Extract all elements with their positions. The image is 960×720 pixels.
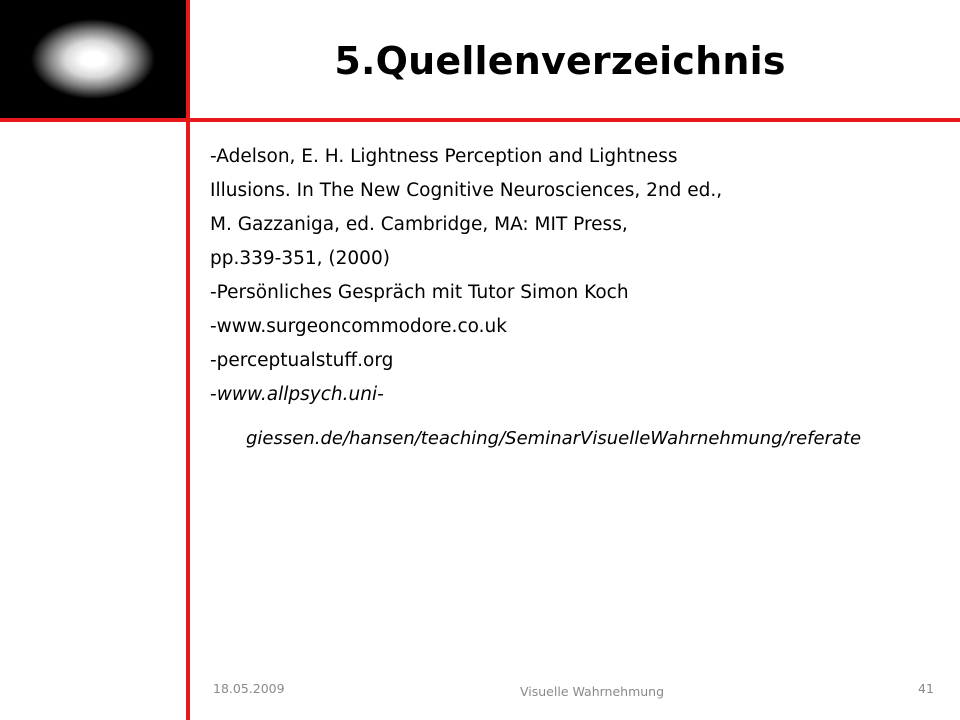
reference-line: pp.339-351, (2000): [210, 248, 390, 269]
reference-line: -Adelson, E. H. Lightness Perception and Lightness: [210, 146, 678, 167]
reference-line: -www.surgeoncommodore.co.uk: [210, 316, 507, 337]
horizontal-red-line: [0, 118, 960, 122]
reference-link-part1[interactable]: www.allpsych.uni-: [216, 384, 384, 405]
reference-line: -perceptualstuff.org: [210, 350, 394, 371]
reference-line: M. Gazzaniga, ed. Cambridge, MA: MIT Press,: [210, 214, 628, 235]
footer-title: Visuelle Wahrnehmung: [520, 684, 665, 699]
reference-link-line: [210, 378, 930, 412]
reference-list: [210, 140, 930, 456]
reference-line: Illusions. In The New Cognitive Neurosciences, 2nd ed.,: [210, 180, 723, 201]
slide-title: 5.Quellenverzeichnis: [334, 39, 786, 83]
blurred-ellipse-image: [0, 0, 186, 118]
footer-page-number: 41: [918, 681, 934, 696]
footer-date: 18.05.2009: [213, 681, 285, 696]
vertical-red-line: [186, 0, 190, 720]
reference-link-part2[interactable]: giessen.de/hansen/teaching/SeminarVisuelleWahrnehmung/referate: [246, 428, 862, 449]
reference-link-prefix: -: [210, 384, 217, 405]
reference-line: -Persönliches Gespräch mit Tutor Simon Koch: [210, 282, 629, 303]
